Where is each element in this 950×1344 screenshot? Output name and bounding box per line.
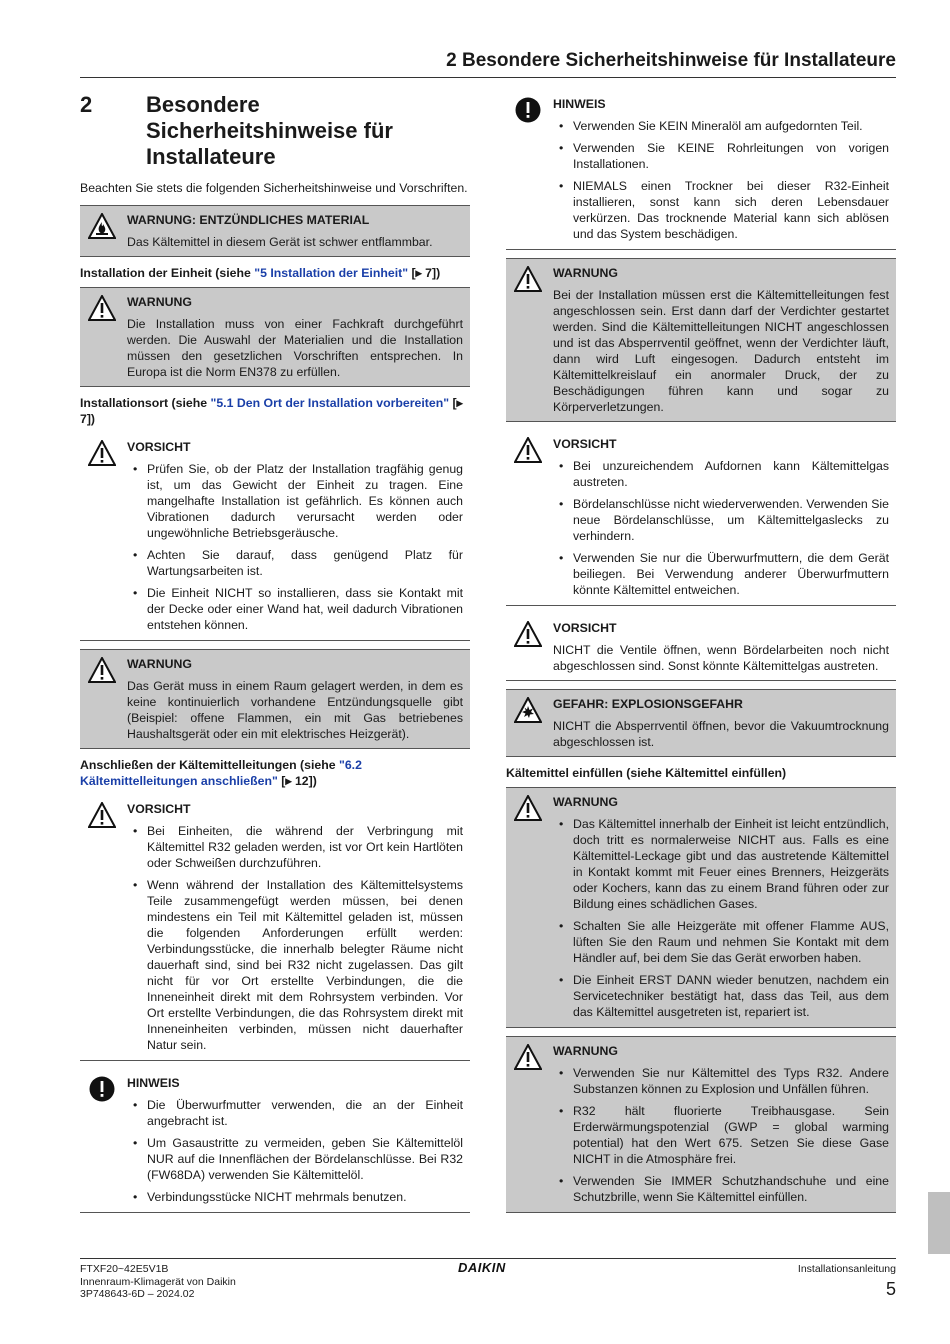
page-header [80,50,896,78]
chapter-thumb-tab [928,1192,950,1254]
warning-triangle-icon [514,1044,542,1070]
caution-box [80,795,470,1061]
right-column [506,90,896,1221]
warning-triangle-icon [514,266,542,292]
caution-triangle-icon [88,440,116,466]
list-item: • Die Einheit ERST DANN wieder benutzen, nachdem ein Servicetechniker bestätigt hat, dass das Teil, aus dem das Kältemittel ausgetreten ist, repariert ist. [553,972,889,1020]
box-head: HINWEIS [127,1076,180,1090]
box-head: WARNUNG [553,1044,618,1058]
explosion-hazard-icon [514,697,542,723]
warning-box [506,1036,896,1213]
page-number: 5 [885,1278,896,1299]
warning-triangle-icon [514,795,542,821]
list-item: • Bei unzureichendem Aufdornen kann Kältemittelgas austreten. [553,458,889,490]
link-refrigerant-pipes[interactable]: "6.2 Kältemittelleitungen anschließen" [80,758,362,788]
subhead-suffix: [▸ 7]) [408,266,441,280]
notice-exclamation-icon [514,97,542,123]
flammable-warning-icon [88,213,116,239]
box-head: HINWEIS [553,97,606,111]
bullet-list [553,458,889,598]
list-item: • Verwenden Sie nur die Überwurfmuttern, die dem Gerät beiliegen. Bei Verwendung anderer Überwurfmuttern könnte Kältemittel entweichen. [553,550,889,598]
bullet-list [127,461,463,633]
list-item: • Die Überwurfmutter verwenden, die an der Einheit angebracht ist. [127,1097,463,1129]
box-head: WARNUNG [127,295,192,309]
warning-triangle-icon [88,657,116,683]
intro-text: Beachten Sie stets die folgenden Sicherheitshinweise und Vorschriften. [80,181,468,195]
box-head: VORSICHT [553,437,617,451]
brand-logo: DAIKIN [458,1260,506,1275]
page-header-title: 2 Besondere Sicherheitshinweise für Installateure [446,50,896,71]
chapter-number: 2 [80,92,93,117]
list-item: • Verwenden Sie nur Kältemittel des Typs R32. Andere Substanzen können zu Explosion und Unfällen führen. [553,1065,889,1097]
list-item: • Prüfen Sie, ob der Platz der Installation tragfähig genug ist, um das Gewicht der Einheit zu tragen. Eine mangelhafte Installation ist gefährlich. Es können auch Vibrationen dadurch verursacht werden oder ungewöhnliche Betriebsgeräusche. [127,461,463,541]
caution-box [506,614,896,681]
subheading-refrigerant-pipes [80,757,470,789]
warning-box [506,787,896,1028]
caution-triangle-icon [514,621,542,647]
list-item: • Bei Einheiten, die während der Verbringung mit Kältemittel R32 geladen werden, ist vor Ort kein Hartlöten oder Schweißen durchzuführen. [127,823,463,871]
subhead-prefix: Installationsort (siehe [80,396,211,410]
bullet-list [553,118,889,242]
subhead-suffix: [▸ 12]) [277,774,317,788]
bullet-list [127,1097,463,1205]
list-item: • Schalten Sie alle Heizgeräte mit offener Flamme AUS, lüften Sie den Raum und nehmen Sie Kontakt mit dem Händler auf, bei dem Sie das Gerät erworben haben. [553,918,889,966]
bullet-list [127,823,463,1053]
left-column [80,90,470,1221]
footer-right [798,1263,896,1300]
box-head: VORSICHT [127,440,191,454]
list-item: • R32 hält fluorierte Treibhausgase. Sein Erderwärmungspotenzial (GWP = global warming potential) hat den Wert 675. Setzen Sie diese Gase NICHT in die Atmosphäre frei. [553,1103,889,1167]
subheading-installation-unit [80,265,470,281]
bullet-list [553,816,889,1020]
footer-manual-title: Installationsanleitung [797,1263,896,1275]
list-item: • Die Einheit NICHT so installieren, dass sie Kontakt mit der Decke oder einer Wand hat, weil dadurch Vibrationen entstehen können. [127,585,463,633]
box-text: Die Installation muss von einer Fachkraft durchgeführt werden. Die Auswahl der Materialien und die Installation müssen den gesetzlichen Vorschriften entsprechen. In Europa ist die Norm EN378 zu erfüllen. [127,317,463,379]
subhead-suffix: [▸ 7]) [80,396,463,426]
footer-model: FTXF20~42E5V1B [80,1263,169,1275]
footer-description: Innenraum-Klimagerät von Daikin [80,1275,236,1288]
box-head: WARNUNG [127,657,192,671]
subhead-prefix: Anschließen der Kältemittelleitungen (siehe [80,758,339,772]
box-head: WARNUNG [553,795,618,809]
caution-box [80,433,470,641]
box-head: VORSICHT [127,802,191,816]
warning-box [80,649,470,749]
caution-box [506,430,896,606]
chapter-heading [80,92,470,170]
warning-box [506,258,896,422]
chapter-title: Besondere Sicherheitshinweise für Installateure [146,92,393,169]
footer-doc-number: 3P748643-6D – 2024.02 [80,1288,195,1300]
notice-exclamation-icon [88,1076,116,1102]
box-text: Das Gerät muss in einem Raum gelagert werden, in dem es keine kontinuierlich vorhandene Entzündungsquelle gibt (Beispiel: offene Flammen, ein mit Gas betriebenes Haushaltsgerät oder ein mit elektrisches Heizgerät). [127,679,463,741]
list-item: • Verwenden Sie IMMER Schutzhandschuhe und eine Schutzbrille, wenn Sie Kältemittel einfüllen. [553,1173,889,1205]
box-text: Bei der Installation müssen erst die Kältemittelleitungen fest angeschlossen sein. Erst dann darf der Verdichter gestartet werden. Sind die Kältemittelleitungen NICHT angeschlossen und ist das Absperrventil geöffnet, wenn der Verdichter läuft, dann wird Luft eingesogen. Dadurch entsteht im Kältemittelkreislauf ein anormaler Druck, der zu Beschädigungen führen kann und sogar zu Körperverletzungen. [553,288,889,414]
list-item: • Verwenden Sie KEIN Mineralöl am aufgedornten Teil. [553,118,889,134]
list-item: • Verwenden Sie KEINE Rohrleitungen von vorigen Installationen. [553,140,889,172]
footer-left [80,1263,236,1301]
link-installation-site[interactable]: "5.1 Den Ort der Installation vorbereiten" [210,396,450,410]
list-item: • Bördelanschlüsse nicht wiederverwenden. Verwenden Sie neue Bördelanschlüsse, um Kältemittelgaslecks zu verhindern. [553,496,889,544]
box-head: WARNUNG: ENTZÜNDLICHES MATERIAL [127,213,370,227]
subheading-refrigerant-charge: Kältemittel einfüllen (siehe Kältemittel einfüllen) [506,766,787,780]
link-installation-unit[interactable]: "5 Installation der Einheit" [254,266,409,280]
box-head: WARNUNG [553,266,618,280]
box-head: GEFAHR: EXPLOSIONSGEFAHR [553,697,743,711]
warning-triangle-icon [88,295,116,321]
warning-box [80,287,470,387]
notice-box [506,90,896,250]
list-item: • NIEMALS einen Trockner bei dieser R32-Einheit installieren, sonst kann sich deren Lebensdauer verkürzen. Das trocknende Material kann sich ablösen und das System beschädigen. [553,178,889,242]
warning-flammable-box [80,205,470,257]
box-text: NICHT die Absperrventil öffnen, bevor die Vakuumtrocknung abgeschlossen ist. [553,719,889,749]
bullet-list [553,1065,889,1205]
page-footer [80,1258,896,1300]
notice-box [80,1069,470,1213]
danger-explosion-box [506,689,896,757]
subhead-prefix: Installation der Einheit (siehe [80,266,255,280]
list-item: • Das Kältemittel innerhalb der Einheit ist leicht entzündlich, doch tritt es normalerweise NICHT aus. Falls es eine Kältemittel-Leckage gibt und das austretende Kältemittel in Kontakt kommt mit Feuer eines Brenners, Heizgeräts oder Kochers, kann das zu einem Brand führen oder zur Bildung eines schädlichen Gases. [553,816,889,912]
caution-triangle-icon [88,802,116,828]
subheading-installation-site [80,395,470,427]
list-item: • Verbindungsstücke NICHT mehrmals benutzen. [127,1189,463,1205]
box-text: NICHT die Ventile öffnen, wenn Bördelarbeiten noch nicht abgeschlossen sind. Sonst könnte Kältemittelgas austreten. [553,643,889,673]
list-item: • Achten Sie darauf, dass genügend Platz für Wartungsarbeiten ist. [127,547,463,579]
list-item: • Wenn während der Installation des Kältemittelsystems Teile zusammengefügt werden müssen, bei denen mindestens ein Teil mit Kältemittel geladen ist, müssen die folgenden Anforderungen erfüllt werden: Verbindungsstücke, die innerhalb belegter Räume nicht dauerhaft sind, sind bei R32 nicht zugelassen. Das gilt nicht für vor Ort erstellte Verbindungen, die die Inneneinheit direkt mit dem Rohrsystem verbinden. Vor Ort erstellte Verbindungen, die das Rohrsystem direkt mit Inneneinheiten verbinden, müssen nicht dauerhafter Natur sein. [127,877,463,1053]
list-item: • Um Gasaustritte zu vermeiden, geben Sie Kältemittelöl NUR auf die Innenflächen der Bördelanschlüsse. Bei R32 (FW68DA) verwenden Sie Kältemittelöl. [127,1135,463,1183]
box-head: VORSICHT [553,621,617,635]
box-text: Das Kältemittel in diesem Gerät ist schwer entflammbar. [127,235,433,249]
caution-triangle-icon [514,437,542,463]
